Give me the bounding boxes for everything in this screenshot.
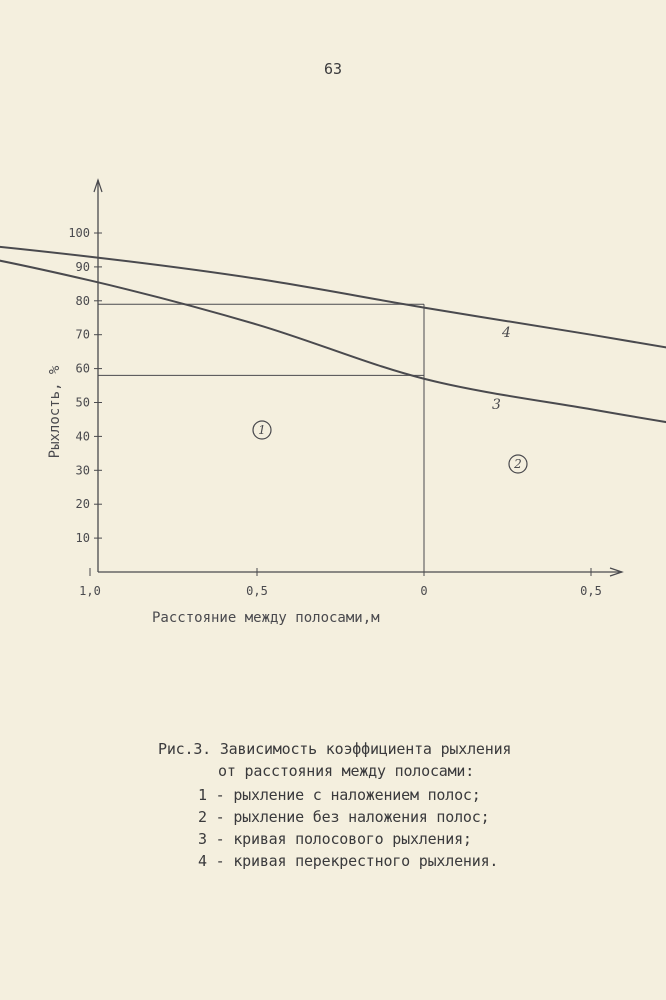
x-tick-label: 0,5 xyxy=(580,584,602,598)
series-line-4 xyxy=(0,233,666,352)
y-tick-label: 80 xyxy=(75,293,90,308)
y-tick-label: 90 xyxy=(75,259,90,274)
chart-series xyxy=(0,233,666,426)
page-number: 63 xyxy=(323,60,343,78)
caption-item-4: 4 - кривая перекрестного рыхления. xyxy=(198,852,499,870)
series-line-3 xyxy=(0,233,666,426)
caption-item-1: 1 - рыхление с наложением полос; xyxy=(198,786,481,804)
series-label-3: 3 xyxy=(492,397,501,413)
y-tick-label: 60 xyxy=(75,361,90,376)
series-label-4: 4 xyxy=(502,325,511,341)
chart-labels xyxy=(47,325,527,626)
y-tick-label: 10 xyxy=(75,531,90,546)
chart-axes xyxy=(0,180,666,598)
y-tick-label: 30 xyxy=(75,463,90,478)
caption-item-2: 2 - рыхление без наложения полос; xyxy=(198,808,490,826)
y-tick-label: 50 xyxy=(75,395,90,410)
region-label-2: 2 xyxy=(514,457,522,471)
x-tick-label: 0,5 xyxy=(246,584,268,598)
y-tick-label: 20 xyxy=(75,497,90,512)
x-axis-label: Расстояние между полосами,м xyxy=(152,610,380,626)
y-tick-label: 40 xyxy=(75,429,90,444)
caption-item-3: 3 - кривая полосового рыхления; xyxy=(198,830,472,848)
x-tick-label: 1,0 xyxy=(79,584,101,598)
caption-subtitle: от расстояния между полосами: xyxy=(218,762,475,780)
region-label-1: 1 xyxy=(258,423,266,437)
caption-title: Рис.3. Зависимость коэффициента рыхления xyxy=(158,740,512,758)
x-tick-label: 0 xyxy=(420,584,428,598)
y-axis-label: Рыхлость, % xyxy=(47,365,63,459)
y-tick-label: 70 xyxy=(75,327,90,342)
reference-lines xyxy=(98,304,424,572)
y-tick-label: 100 xyxy=(68,226,90,240)
